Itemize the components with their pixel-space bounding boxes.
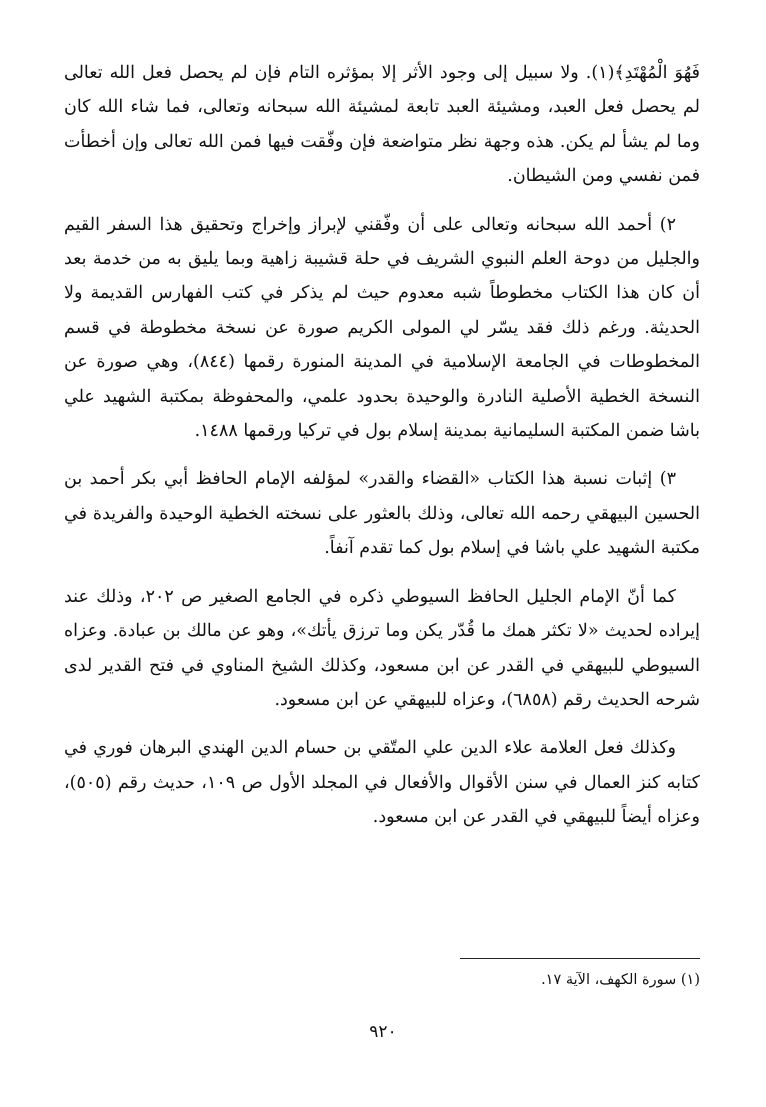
paragraph-point-2: ٢) أحمد الله سبحانه وتعالى على أن وفّقني لإبراز وإخراج وتحقيق هذا السفر القيم والجليل من دوحة العلم النبوي الشريف في حلة قشيبة زاهية وبما يليق به من خدمة بعد أن كان هذا الكتاب مخطوطاً شبه معدوم حيث لم يذكر في كتب الفهارس القديمة ولا الحديثة. ورغم ذلك فقد يسّر لي المولى الكريم صورة عن نسخة مخطوطة في قسم المخطوطات في الجامعة الإسلامية في المدينة المنورة رقمها (٨٤٤)، وهي صورة عن النسخة الخطية الأصلية النادرة والوحيدة بحدود علمي، والمحفوظة بمكتبة الشهيد علي باشا ضمن المكتبة السليمانية بمدينة إسلام بول في تركيا ورقمها ١٤٨٨. (64, 214, 701, 442)
main-text (64, 56, 700, 849)
paragraph-continuation: فَهُوَ الْمُهْتَدِ﴾(١). ولا سبيل إلى وجود الأثر إلا بمؤثره التام فإن لم يحصل فعل الله تعالى لم يحصل فعل العبد، ومشيئة العبد تابعة لمشيئة الله سبحانه وتعالى، فما شاء الله كان وما لم يشأ لم يكن. هذه وجهة نظر متواضعة فإن وفّقت فيها فمن الله تعالى وإن أخطأت فمن نفسي ومن الشيطان. (64, 63, 700, 187)
footnote: (١) سورة الكهف، الآية ١٧. (541, 972, 700, 988)
footnote-divider (460, 958, 700, 959)
paragraph-point-3: ٣) إثبات نسبة هذا الكتاب «القضاء والقدر» لمؤلفه الإمام الحافظ أبي بكر أحمد بن الحسين البيهقي رحمه الله تعالى، وذلك بالعثور على نسخته الخطية الوحيدة والفريدة في مكتبة الشهيد علي باشا في إسلام بول كما تقدم آنفاً. (64, 469, 700, 559)
page-number: ٩٢٠ (369, 1022, 397, 1042)
paragraph-muttaqi: وكذلك فعل العلامة علاء الدين علي المتّقي بن حسام الدين الهندي البرهان فوري في كتابه كنز العمال في سنن الأقوال والأفعال في المجلد الأول ص ١٠٩، حديث رقم (٥٠٥)، وعزاه أيضاً للبيهقي في القدر عن ابن مسعود. (64, 738, 700, 828)
paragraph-suyuti: كما أنّ الإمام الجليل الحافظ السيوطي ذكره في الجامع الصغير ص ٢٠٢، وذلك عند إيراده لحديث «لا تكثر همك ما قُدّر يكن وما ترزق يأتك»، وهو عن مالك بن عبادة. وعزاه السيوطي للبيهقي في القدر عن ابن مسعود، وكذلك الشيخ المناوي في فتح القدير لدى شرحه الحديث رقم (٦٨٥٨)، وعزاه للبيهقي عن ابن مسعود. (64, 586, 700, 710)
